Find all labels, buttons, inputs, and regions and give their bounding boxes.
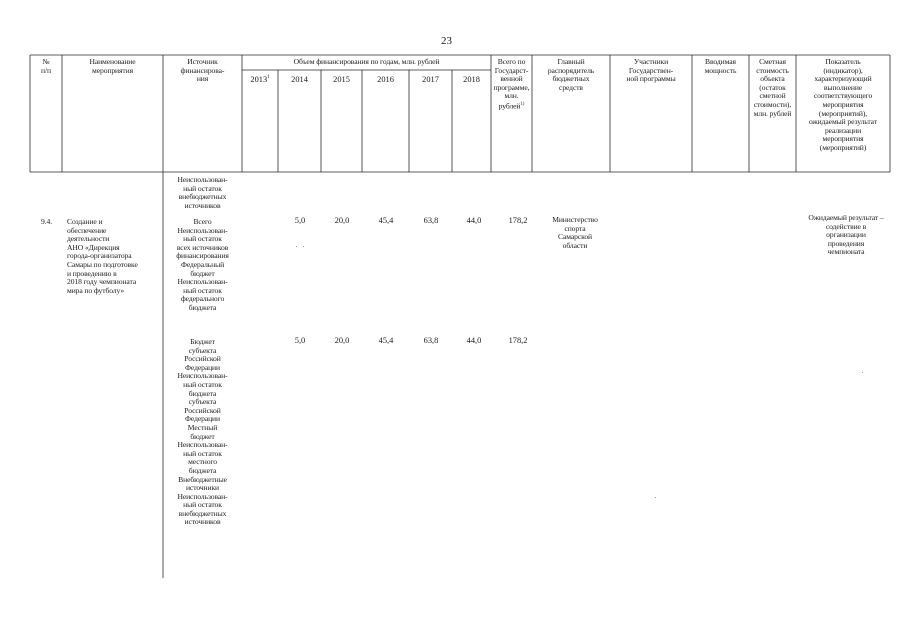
manager-cell: Министерство спорта Самарской области [552,215,598,250]
header-capacity: Вводимая мощность [704,57,737,75]
year-2013: 2013$^1$ [250,75,270,84]
total-sum-value: 178,2 [508,216,528,225]
year-2014: 2014 [291,75,308,84]
scan-speck [862,372,863,373]
header-manager: Главный распорядитель бюджетных средств [547,57,595,92]
year-2018: 2018 [463,75,480,84]
subject-2015-value: 20,0 [334,336,350,345]
subject-2017-value: 63,8 [423,336,439,345]
indicator-cell: Ожидаемый результат – содействие в организации проведения чемпионата [808,213,884,257]
activity-name: Создание и обеспечение деятельности АНО «Дирекция города-организатора Самары по подготовке и проведению в 2018 году чемпионата мира по футболу» [67,217,138,295]
scan-speck [303,246,304,247]
year-2016: 2016 [377,75,394,84]
page-number: 23 [441,35,452,47]
total-2016-value: 45,4 [378,216,394,225]
subject-sum-value: 178,2 [508,336,528,345]
scan-speck [655,497,656,498]
total-2015-value: 20,0 [334,216,350,225]
sources-block-2: Бюджет субъекта Российской Федерации Неиспользован- ный остаток бюджета субъекта Российской Федерации Местный бюджет Неиспользован- ный остаток местного бюджета Внебюджетные источники Неиспользован- ный остаток внебюджетных источников [177,337,228,527]
header-name: Наименование мероприятия [89,57,136,75]
year-2017: 2017 [422,75,439,84]
row-number: 9.4. [41,217,52,226]
header-estimate: Сметная стоимость объекта (остаток сметной стоимости), млн. рублей [753,57,792,118]
scan-speck [296,246,297,247]
carry-over-source: Неиспользован- ный остаток внебюджетных источников [177,175,228,210]
header-no: № п/п [41,57,51,75]
header-source: Источник финансирова- ния [180,57,225,84]
subject-2016-value: 45,4 [378,336,394,345]
total-2014-value: 5,0 [294,216,306,225]
header-total: Всего по Государст- венной программе, млн. рублей$^{1)}$ [493,57,530,111]
year-2015: 2015 [333,75,350,84]
header-participants: Участники Государствен- ной программы [626,57,676,84]
total-2017-value: 63,8 [423,216,439,225]
subject-2014-value: 5,0 [294,336,306,345]
header-funding-group: Объем финансирования по годам, млн. рублей [293,57,440,66]
header-indicator: Показатель (индикатор), характеризующий выполнение соответствующего мероприятия (мероприятий), ожидаемый результат реализации мероприятия (мероприятий) [809,57,877,152]
subject-2018-value: 44,0 [466,336,482,345]
total-2018-value: 44,0 [466,216,482,225]
sources-block-1: Всего Неиспользован- ный остаток всех источников финансирования Федеральный бюджет Неиспользован- ный остаток федерального бюджета [176,217,229,312]
